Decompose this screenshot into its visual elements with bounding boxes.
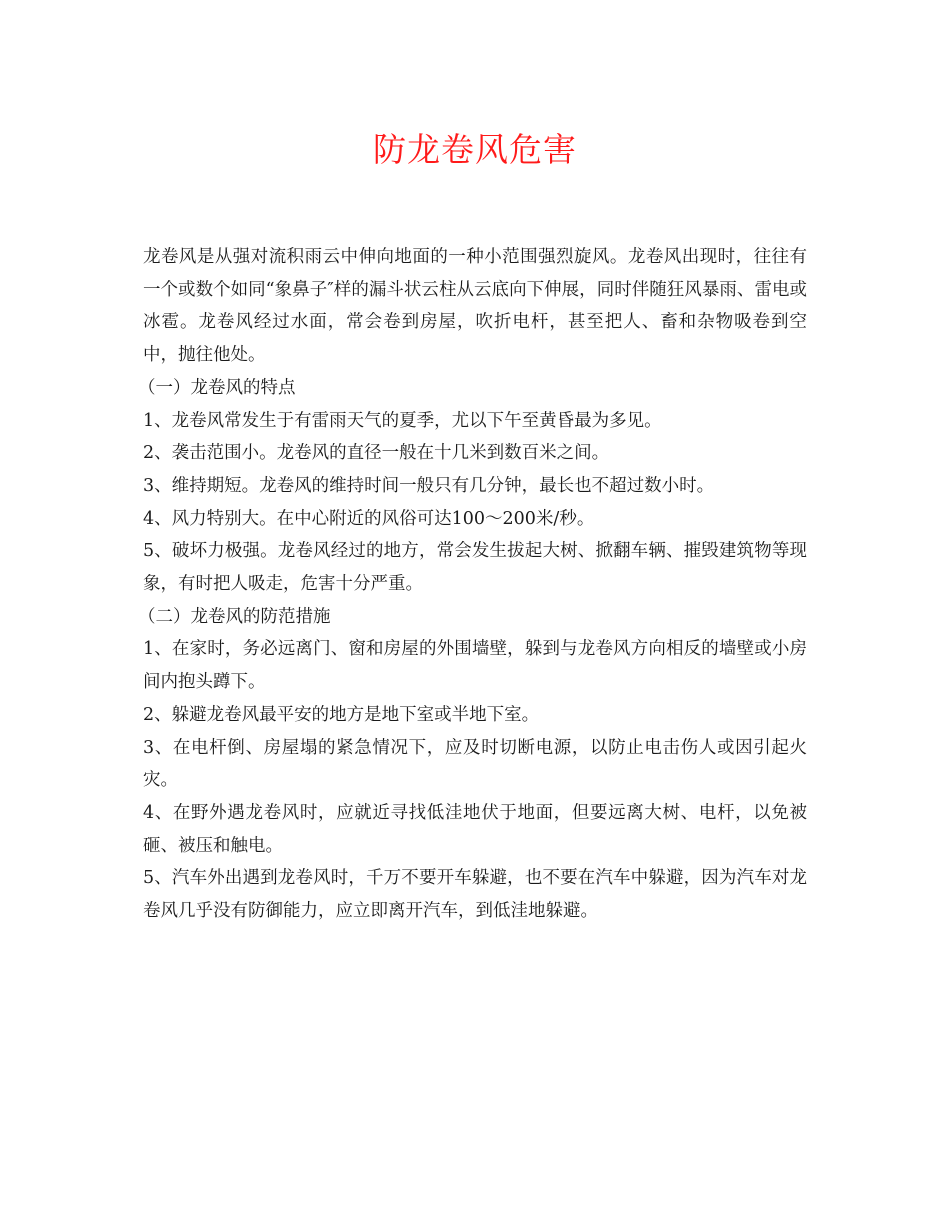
list-item: 1、龙卷风常发生于有雷雨天气的夏季，尤以下午至黄昏最为多见。 [143,410,662,431]
list-item: 5、破坏力极强。龙卷风经过的地方，常会发生拔起大树、掀翻车辆、摧毁建筑物等现象，有时把人吸走，危害十分严重。 [143,541,807,595]
list-item: 3、在电杆倒、房屋塌的紧急情况下，应及时切断电源，以防止电击伤人或因引起火灾。 [143,737,807,791]
list-item: 5、汽车外出遇到龙卷风时，千万不要开车躲避，也不要在汽车中躲避，因为汽车对龙卷风几乎没有防御能力，应立即离开汽车，到低洼地躲避。 [143,868,807,922]
list-item: 3、维持期短。龙卷风的维持时间一般只有几分钟，最长也不超过数小时。 [143,475,715,496]
list-item: 2、躲避龙卷风最平安的地方是地下室或半地下室。 [143,704,540,725]
section-heading-precautions: （二）龙卷风的防范措施 [138,606,331,627]
list-item: 4、风力特别大。在中心附近的风俗可达100～200米/秒。 [143,508,595,529]
list-item: 4、在野外遇龙卷风时，应就近寻找低洼地伏于地面，但要远离大树、电杆，以免被砸、被压和触电。 [143,802,807,856]
section-heading-characteristics: （一）龙卷风的特点 [138,377,296,398]
document-body [138,241,807,928]
list-item: 1、在家时，务必远离门、窗和房屋的外围墙壁，躲到与龙卷风方向相反的墙壁或小房间内抱头蹲下。 [143,639,807,693]
list-item: 2、袭击范围小。龙卷风的直径一般在十几米到数百米之间。 [143,443,610,464]
document-title: 防龙卷风危害 [373,130,577,169]
intro-paragraph: 龙卷风是从强对流积雨云中伸向地面的一种小范围强烈旋风。龙卷风出现时，往往有一个或数个如同“象鼻子″样的漏斗状云柱从云底向下伸展，同时伴随狂风暴雨、雷电或冰雹。龙卷风经过水面，常会卷到房屋，吹折电杆，甚至把人、畜和杂物吸卷到空中，抛往他处。 [143,247,807,366]
